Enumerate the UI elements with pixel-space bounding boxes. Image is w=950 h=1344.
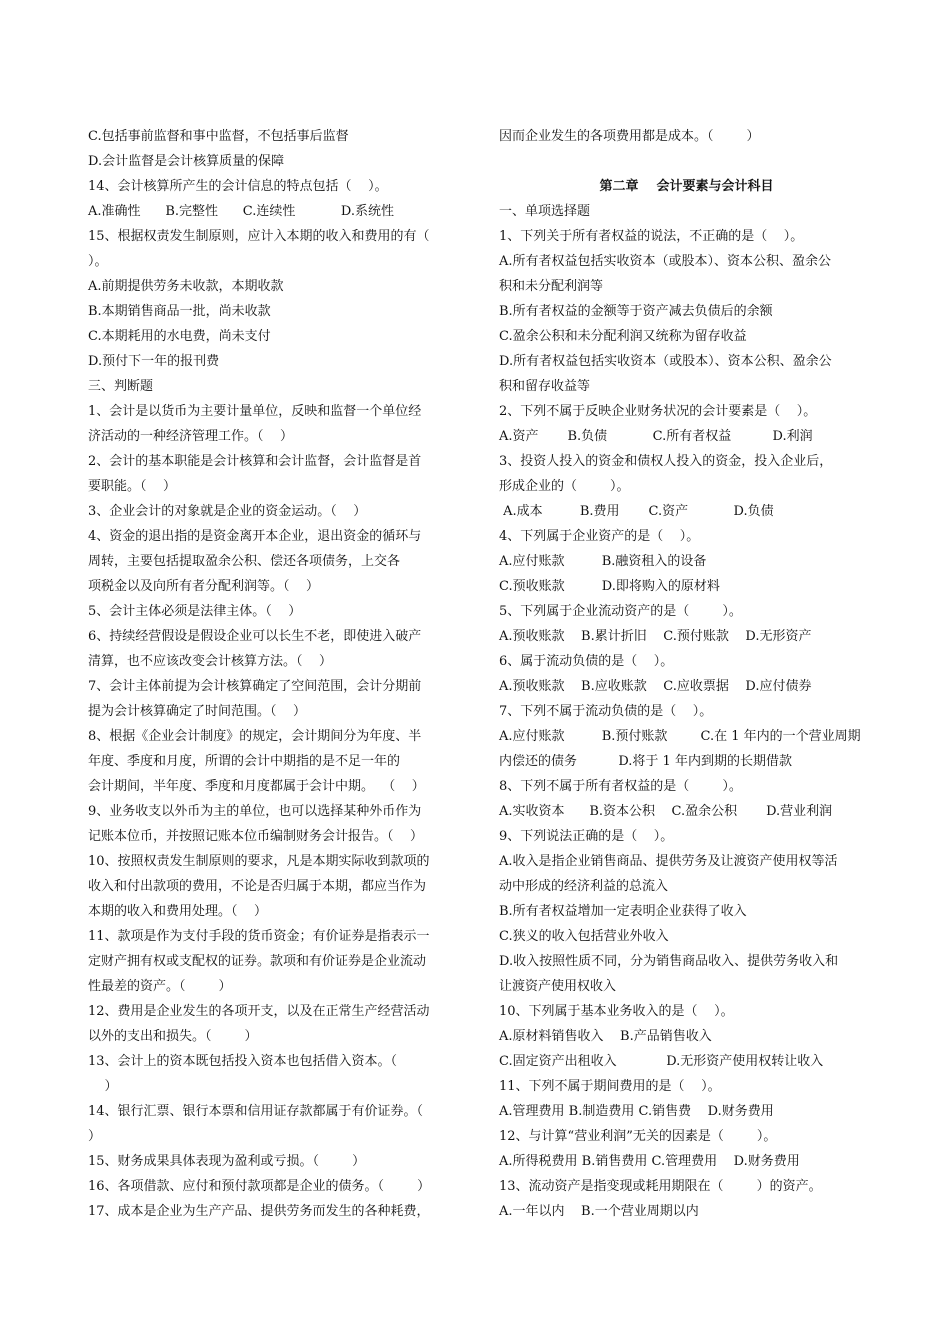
text-line: A.应付账款 B.预付账款 C.在 1 年内的一个营业周期 <box>499 729 861 744</box>
text-line: 5、会计主体必须是法律主体。（ ） <box>88 604 302 619</box>
text-line: D.收入按照性质不同，分为销售商品收入、提供劳务收入和 <box>499 954 839 969</box>
text-line: 15、根据权责发生制原则，应计入本期的收入和费用的有（ <box>88 229 430 244</box>
text-line: 11、下列不属于期间费用的是（ ）。 <box>499 1079 721 1094</box>
text-line: 形成企业的（ ）。 <box>499 479 630 494</box>
text-line: C.固定资产出租收入 D.无形资产使用权转让收入 <box>499 1054 824 1069</box>
text-line: 7、下列不属于流动负债的是（ ）。 <box>499 704 713 719</box>
text-line: 8、下列不属于所有者权益的是（ ）。 <box>499 779 742 794</box>
text-line: D.所有者权益包括实收资本（或股本）、资本公积、盈余公 <box>499 354 832 369</box>
text-line: 5、下列属于企业流动资产的是（ ）。 <box>499 604 742 619</box>
text-line: A.资产 B.负债 C.所有者权益 D.利润 <box>499 429 813 444</box>
text-line: 三、判断题 <box>88 379 154 394</box>
text-line: A.成本 B.费用 C.资产 D.负债 <box>499 504 774 519</box>
text-line: 要职能。（ ） <box>88 479 177 494</box>
text-line: A.所有者权益包括实收资本（或股本）、资本公积、盈余公 <box>499 254 832 269</box>
text-line: 3、投资人投入的资金和债权人投入的资金，投入企业后， <box>499 454 833 469</box>
text-line: A.所得税费用 B.销售费用 C.管理费用 D.财务费用 <box>499 1154 800 1169</box>
text-line: 让渡资产使用权收入 <box>499 979 617 994</box>
text-line: 4、下列属于企业资产的是（ ）。 <box>499 529 700 544</box>
text-line: A.收入是指企业销售商品、提供劳务及让渡资产使用权等活 <box>499 854 838 869</box>
text-line: 以外的支出和损失。（ ） <box>88 1029 258 1044</box>
text-line: 7、会计主体前提为会计核算确定了空间范围，会计分期前 <box>88 679 422 694</box>
text-line: ） <box>88 1079 118 1094</box>
text-line: 积和留存收益等 <box>499 379 591 394</box>
text-line: A.原材料销售收入 B.产品销售收入 <box>499 1029 712 1044</box>
text-line: A.一年以内 B.一个营业周期以内 <box>499 1204 699 1219</box>
text-line: 14、会计核算所产生的会计信息的特点包括（ ）。 <box>88 179 388 194</box>
text-line: 一、单项选择题 <box>499 204 591 219</box>
text-line: A.实收资本 B.资本公积 C.盈余公积 D.营业利润 <box>499 804 833 819</box>
text-line: 9、下列说法正确的是（ ）。 <box>499 829 674 844</box>
text-line: 记账本位币，并按照记账本位币编制财务会计报告。（ ） <box>88 829 424 844</box>
text-line: A.准确性 B.完整性 C.连续性 D.系统性 <box>88 204 394 219</box>
text-line: 11、款项是作为支付手段的货币资金；有价证券是指表示一 <box>88 929 430 944</box>
text-line: 项税金以及向所有者分配利润等。（ ） <box>88 579 320 594</box>
right-column <box>499 124 874 1224</box>
blank-line <box>499 149 874 174</box>
text-line: C.包括事前监督和事中监督，不包括事后监督 <box>88 129 349 144</box>
text-line: A.前期提供劳务未收款，本期收款 <box>88 279 284 294</box>
text-line: 1、下列关于所有者权益的说法，不正确的是（ ）。 <box>499 229 804 244</box>
text-line: 12、与计算“营业利润”无关的因素是（ ）。 <box>499 1129 777 1144</box>
chapter-title: 第二章 会计要素与会计科目 <box>599 179 774 194</box>
text-line: 10、下列属于基本业务收入的是（ ）。 <box>499 1004 734 1019</box>
text-line: 性最差的资产。（ ） <box>88 979 232 994</box>
text-line: ） <box>88 1129 102 1144</box>
text-line: 9、业务收支以外币为主的单位，也可以选择某种外币作为 <box>88 804 422 819</box>
text-line: 8、根据《企业会计制度》的规定，会计期间分为年度、半 <box>88 729 422 744</box>
text-line: 年度、季度和月度，所谓的会计中期指的是不足一年的 <box>88 754 401 769</box>
text-line: D.会计监督是会计核算质量的保障 <box>88 154 285 169</box>
text-line: 周转，主要包括提取盈余公积、偿还各项债务，上交各 <box>88 554 401 569</box>
text-line: C.狭义的收入包括营业外收入 <box>499 929 669 944</box>
text-line: 收入和付出款项的费用，不论是否归属于本期，都应当作为 <box>88 879 427 894</box>
text-line: 15、财务成果具体表现为盈利或亏损。（ ） <box>88 1154 366 1169</box>
text-line: C.盈余公积和未分配利润又统称为留存收益 <box>499 329 747 344</box>
text-line: 13、会计上的资本既包括投入资本也包括借入资本。（ <box>88 1054 398 1069</box>
text-line: 提为会计核算确定了时间范围。（ ） <box>88 704 307 719</box>
text-line: 2、会计的基本职能是会计核算和会计监督，会计监督是首 <box>88 454 422 469</box>
text-line: 16、各项借款、应付和预付款项都是企业的债务。（ ） <box>88 1179 431 1194</box>
text-line: 会计期间，半年度、季度和月度都属于会计中期。 （ ） <box>88 779 425 794</box>
text-line: 17、成本是企业为生产产品、提供劳务而发生的各种耗费， <box>88 1204 430 1219</box>
text-line: A.预收账款 B.应收账款 C.应收票据 D.应付债券 <box>499 679 812 694</box>
text-line: 2、下列不属于反映企业财务状况的会计要素是（ ）。 <box>499 404 817 419</box>
text-line: B.本期销售商品一批，尚未收款 <box>88 304 271 319</box>
text-line: 定财产拥有权或支配权的证券。款项和有价证券是企业流动 <box>88 954 427 969</box>
text-line: 济活动的一种经济管理工作。（ ） <box>88 429 294 444</box>
text-line: 13、流动资产是指变现或耗用期限在（ ）的资产。 <box>499 1179 822 1194</box>
text-line: 3、企业会计的对象就是企业的资金运动。（ ） <box>88 504 367 519</box>
text-line: B.所有者权益的金额等于资产减去负债后的余额 <box>499 304 773 319</box>
text-line: 清算，也不应该改变会计核算方法。（ ） <box>88 654 333 669</box>
left-column <box>88 124 463 1224</box>
text-line: 4、资金的退出指的是资金离开本企业，退出资金的循环与 <box>88 529 422 544</box>
text-line: 积和未分配利润等 <box>499 279 604 294</box>
text-line: 10、按照权责发生制原则的要求，凡是本期实际收到款项的 <box>88 854 430 869</box>
text-line: 内偿还的债务 D.将于 1 年内到期的长期借款 <box>499 754 792 769</box>
text-line: C.本期耗用的水电费，尚未支付 <box>88 329 271 344</box>
text-line: A.预收账款 B.累计折旧 C.预付账款 D.无形资产 <box>499 629 812 644</box>
text-line: A.应付账款 B.融资租入的设备 <box>499 554 707 569</box>
text-line: 1、会计是以货币为主要计量单位，反映和监督一个单位经 <box>88 404 422 419</box>
text-line: 动中形成的经济利益的总流入 <box>499 879 669 894</box>
text-line: 12、费用是企业发生的各项开支，以及在正常生产经营活动 <box>88 1004 430 1019</box>
text-line: B.所有者权益增加一定表明企业获得了收入 <box>499 904 747 919</box>
text-line: A.管理费用 B.制造费用 C.销售费 D.财务费用 <box>499 1104 774 1119</box>
text-line: ）。 <box>88 254 108 269</box>
text-line: D.预付下一年的报刊费 <box>88 354 220 369</box>
text-line: 6、持续经营假设是假设企业可以长生不老，即使进入破产 <box>88 629 422 644</box>
text-line: 6、属于流动负债的是（ ）。 <box>499 654 674 669</box>
text-line: 14、银行汇票、银行本票和信用证存款都属于有价证券。（ <box>88 1104 424 1119</box>
text-line: C.预收账款 D.即将购入的原材料 <box>499 579 720 594</box>
text-line: 本期的收入和费用处理。（ ） <box>88 904 268 919</box>
text-line: 因而企业发生的各项费用都是成本。（ ） <box>499 129 760 144</box>
